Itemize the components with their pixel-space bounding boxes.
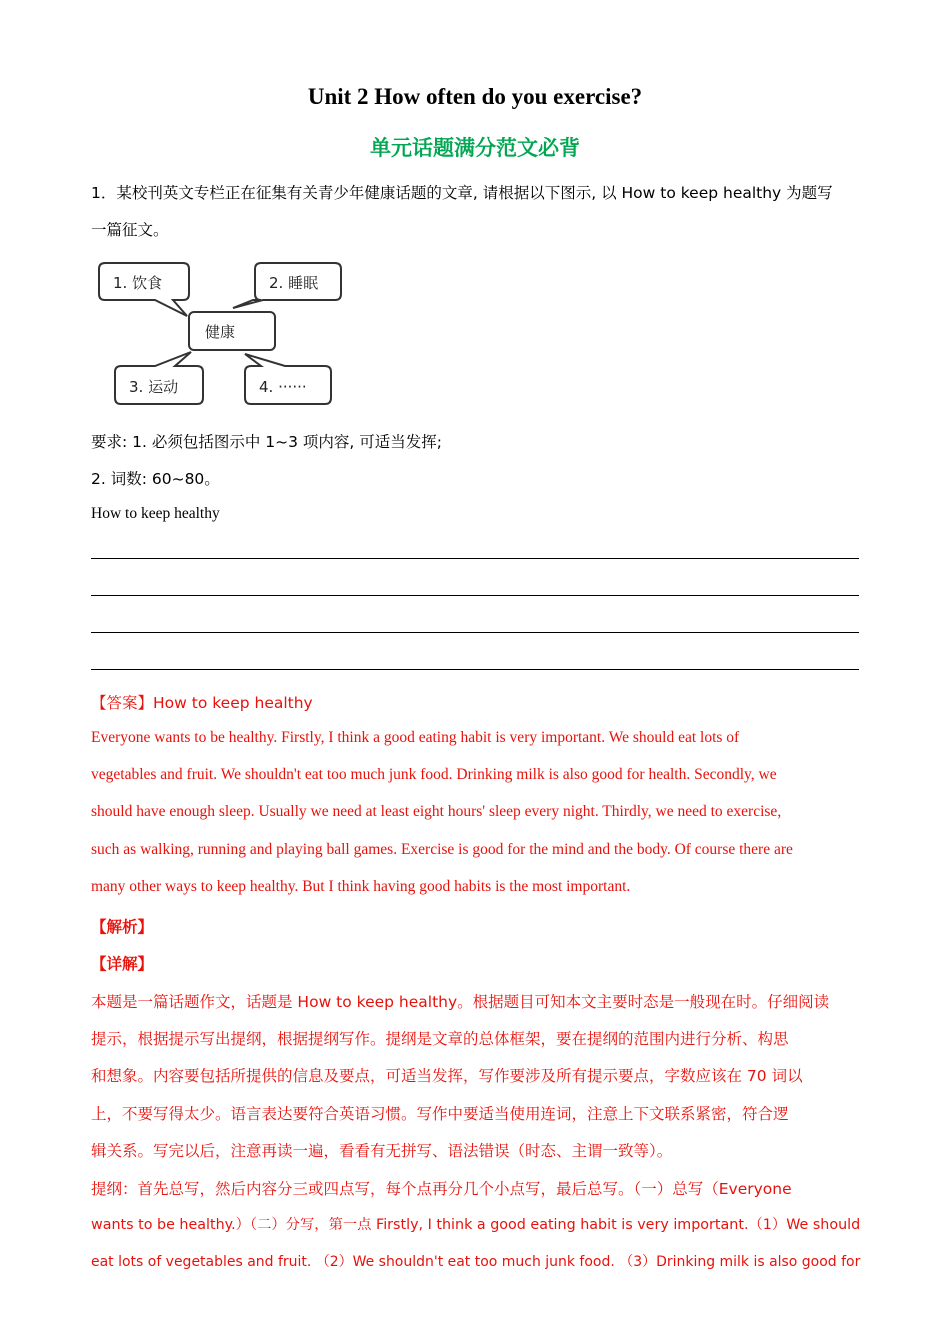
page-subtitle: 单元话题满分范文必背 bbox=[370, 136, 580, 160]
question-line-1: 1．某校刊英文专栏正在征集有关青少年健康话题的文章, 请根据以下图示, 以 How to keep healthy 为题写 bbox=[91, 184, 833, 202]
detail-line: 辑关系。写完以后，注意再读一遍，看看有无拼写、语法错误（时态、主谓一致等）。 bbox=[91, 1142, 673, 1160]
answer-line: should have enough sleep. Usually we need at least eight hours' sleep every night. Thirdly, we need to exercise, bbox=[91, 803, 782, 820]
requirement-1: 要求: 1. 必须包括图示中 1~3 项内容, 可适当发挥; bbox=[91, 433, 443, 451]
more-label: 4. ······ bbox=[259, 378, 307, 396]
question-line-2: 一篇征文。 bbox=[91, 221, 169, 239]
exercise-label: 3. 运动 bbox=[129, 378, 179, 396]
detail-line: 提示，根据提示写出提纲，根据提纲写作。提纲是文章的总体框架，要在提纲的范围内进行分析、构思 bbox=[91, 1030, 789, 1048]
answer-line: such as walking, running and playing ball games. Exercise is good for the mind and the body. Of course there are bbox=[91, 841, 793, 858]
essay-title: How to keep healthy bbox=[91, 505, 220, 522]
answer-line: vegetables and fruit. We shouldn't eat too much junk food. Drinking milk is also good for health. Secondly, we bbox=[91, 766, 777, 783]
health-label: 健康 bbox=[205, 323, 236, 341]
answer-line: many other ways to keep healthy. But I think having good habits is the most important. bbox=[91, 878, 631, 895]
detail-line: 和想象。内容要包括所提供的信息及要点，可适当发挥，写作要涉及所有提示要点，字数应该在 70 词以 bbox=[91, 1067, 803, 1085]
writing-line-2 bbox=[91, 595, 859, 596]
sleep-label: 2. 睡眠 bbox=[269, 274, 319, 292]
detail-line: 上，不要写得太少。语言表达要符合英语习惯。写作中要适当使用连词，注意上下文联系紧密，符合逻 bbox=[91, 1105, 789, 1123]
detail-line: 本题是一篇话题作文，话题是 How to keep healthy。根据题目可知本文主要时态是一般现在时。仔细阅读 bbox=[91, 993, 830, 1011]
requirement-2: 2. 词数: 60~80。 bbox=[91, 470, 220, 488]
detail-line: 提纲：首先总写，然后内容分三或四点写，每个点再分几个小点写，最后总写。（一）总写（Everyone bbox=[91, 1180, 792, 1198]
detail-line: wants to be healthy.）（二）分写，第一点 Firstly, I think a good eating habit is very important.（1）We should bbox=[91, 1217, 861, 1233]
answer-label: 【答案】How to keep healthy bbox=[91, 694, 313, 712]
health-diagram bbox=[95, 258, 355, 413]
detail-line: eat lots of vegetables and fruit. （2）We shouldn't eat too much junk food. （3）Drinking milk is also good for bbox=[91, 1254, 861, 1270]
writing-line-4 bbox=[91, 669, 859, 670]
detail-label: 【详解】 bbox=[91, 955, 154, 973]
diet-label: 1. 饮食 bbox=[113, 274, 163, 292]
answer-line: Everyone wants to be healthy. Firstly, I think a good eating habit is very important. We should eat lots of bbox=[91, 729, 740, 746]
page-title: Unit 2 How often do you exercise? bbox=[307, 84, 643, 109]
analysis-label: 【解析】 bbox=[91, 918, 154, 936]
writing-line-3 bbox=[91, 632, 859, 633]
writing-line-1 bbox=[91, 558, 859, 559]
